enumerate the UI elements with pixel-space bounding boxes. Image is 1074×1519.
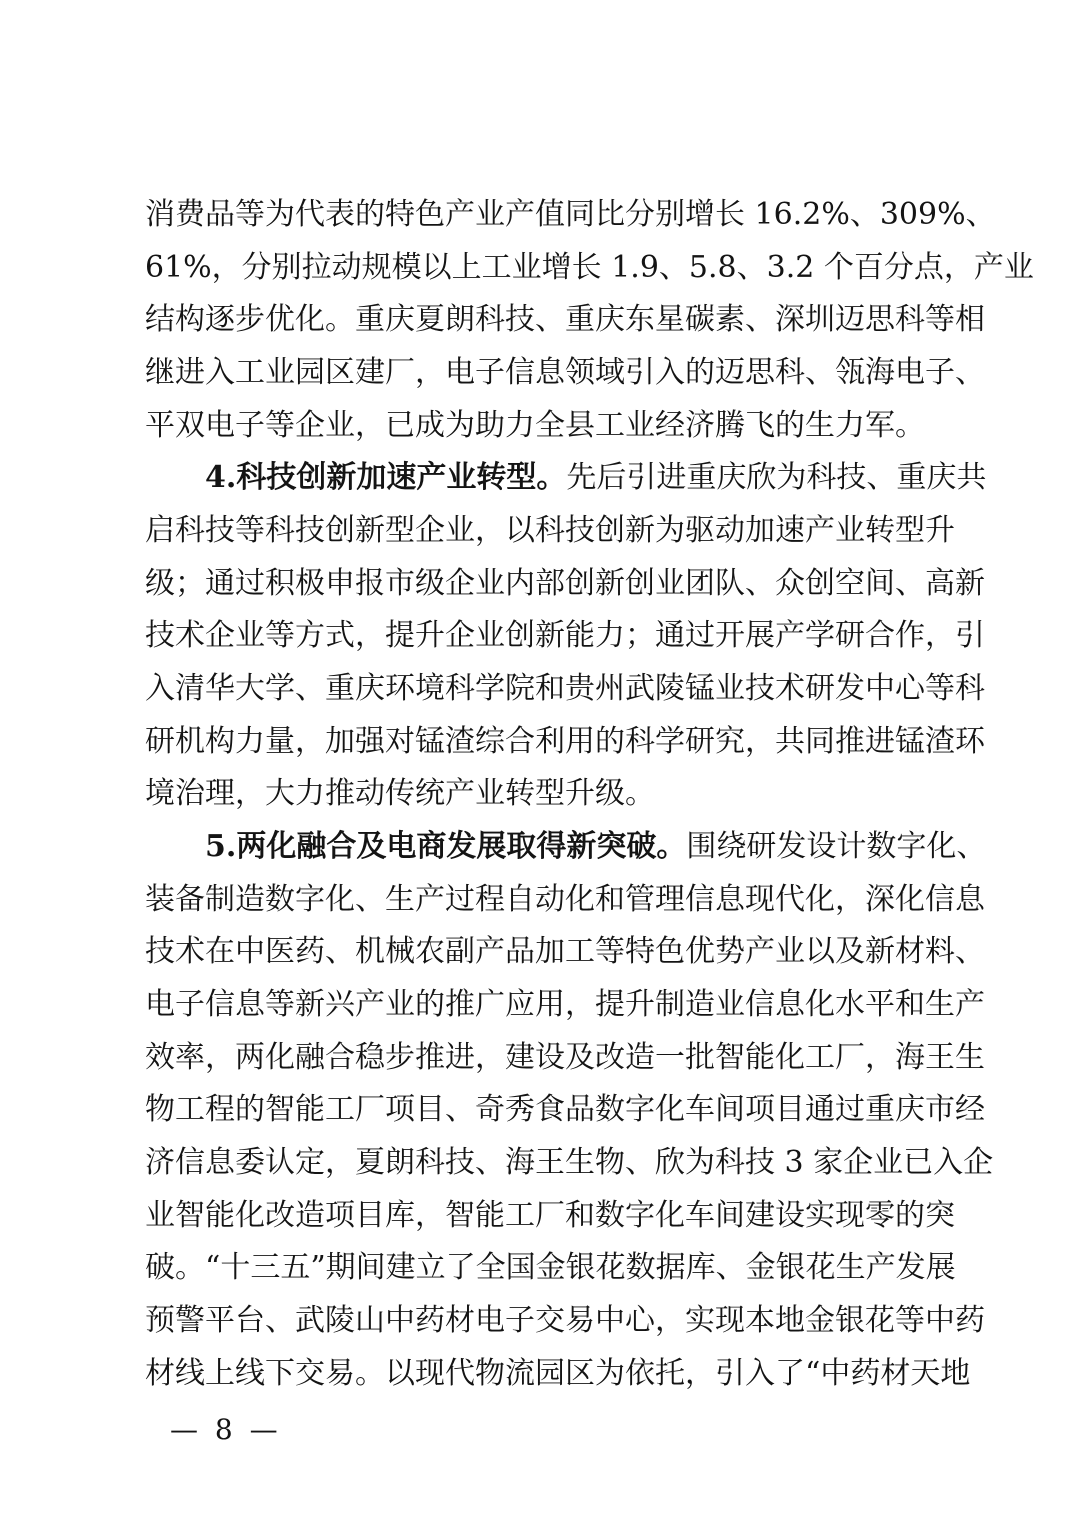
section-5-first-line <box>205 825 987 869</box>
paragraph-line: 技术在中医药、机械农副产品加工等特色优势产业以及新材料、 <box>145 934 985 969</box>
paragraph-line: 预警平台、武陵山中药材电子交易中心，实现本地金银花等中药 <box>145 1303 985 1338</box>
paragraph-line: 级；通过积极申报市级企业内部创新创业团队、众创空间、高新 <box>145 566 985 601</box>
section-5-heading: 5.两化融合及电商发展取得新突破。 <box>205 829 687 864</box>
paragraph-line: 业智能化改造项目库，智能工厂和数字化车间建设实现零的突 <box>145 1198 955 1233</box>
paragraph-line: 消费品等为代表的特色产业产值同比分别增长 16.2%、309%、 <box>145 197 996 232</box>
paragraph-line: 装备制造数字化、生产过程自动化和管理信息现代化，深化信息 <box>145 882 985 917</box>
section-4-first-line-text: 先后引进重庆欣为科技、重庆共 <box>566 460 987 495</box>
section-4-heading: 4.科技创新加速产业转型。 <box>205 460 567 495</box>
paragraph-line: 电子信息等新兴产业的推广应用，提升制造业信息化水平和生产 <box>145 987 985 1022</box>
paragraph-line: 技术企业等方式，提升企业创新能力；通过开展产学研合作，引 <box>145 618 985 653</box>
paragraph-line: 境治理，大力推动传统产业转型升级。 <box>145 776 655 811</box>
paragraph-line: 济信息委认定，夏朗科技、海王生物、欣为科技 3 家企业已入企 <box>145 1145 994 1180</box>
paragraph-line: 继进入工业园区建厂，电子信息领域引入的迈思科、瓴海电子、 <box>145 355 985 390</box>
section-5-first-line-text: 围绕研发设计数字化、 <box>686 829 987 864</box>
paragraph-line: 61%，分别拉动规模以上工业增长 1.9、5.8、3.2 个百分点，产业 <box>145 250 1034 285</box>
paragraph-line: 研机构力量，加强对锰渣综合利用的科学研究，共同推进锰渣环 <box>145 724 985 759</box>
page-number: — 8 — <box>170 1413 282 1446</box>
paragraph-line: 结构逐步优化。重庆夏朗科技、重庆东星碳素、深圳迈思科等相 <box>145 302 985 337</box>
section-4-first-line <box>205 456 987 500</box>
paragraph-line: 效率，两化融合稳步推进，建设及改造一批智能化工厂，海王生 <box>145 1040 985 1075</box>
paragraph-line: 启科技等科技创新型企业，以科技创新为驱动加速产业转型升 <box>145 513 955 548</box>
paragraph-line: 平双电子等企业，已成为助力全县工业经济腾飞的生力军。 <box>145 408 925 443</box>
paragraph-line: 物工程的智能工厂项目、奇秀食品数字化车间项目通过重庆市经 <box>145 1092 985 1127</box>
paragraph-line: 材线上线下交易。以现代物流园区为依托，引入了“中药材天地 <box>145 1356 971 1391</box>
paragraph-line: 入清华大学、重庆环境科学院和贵州武陵锰业技术研发中心等科 <box>145 671 985 706</box>
paragraph-line: 破。“十三五”期间建立了全国金银花数据库、金银花生产发展 <box>145 1250 956 1285</box>
